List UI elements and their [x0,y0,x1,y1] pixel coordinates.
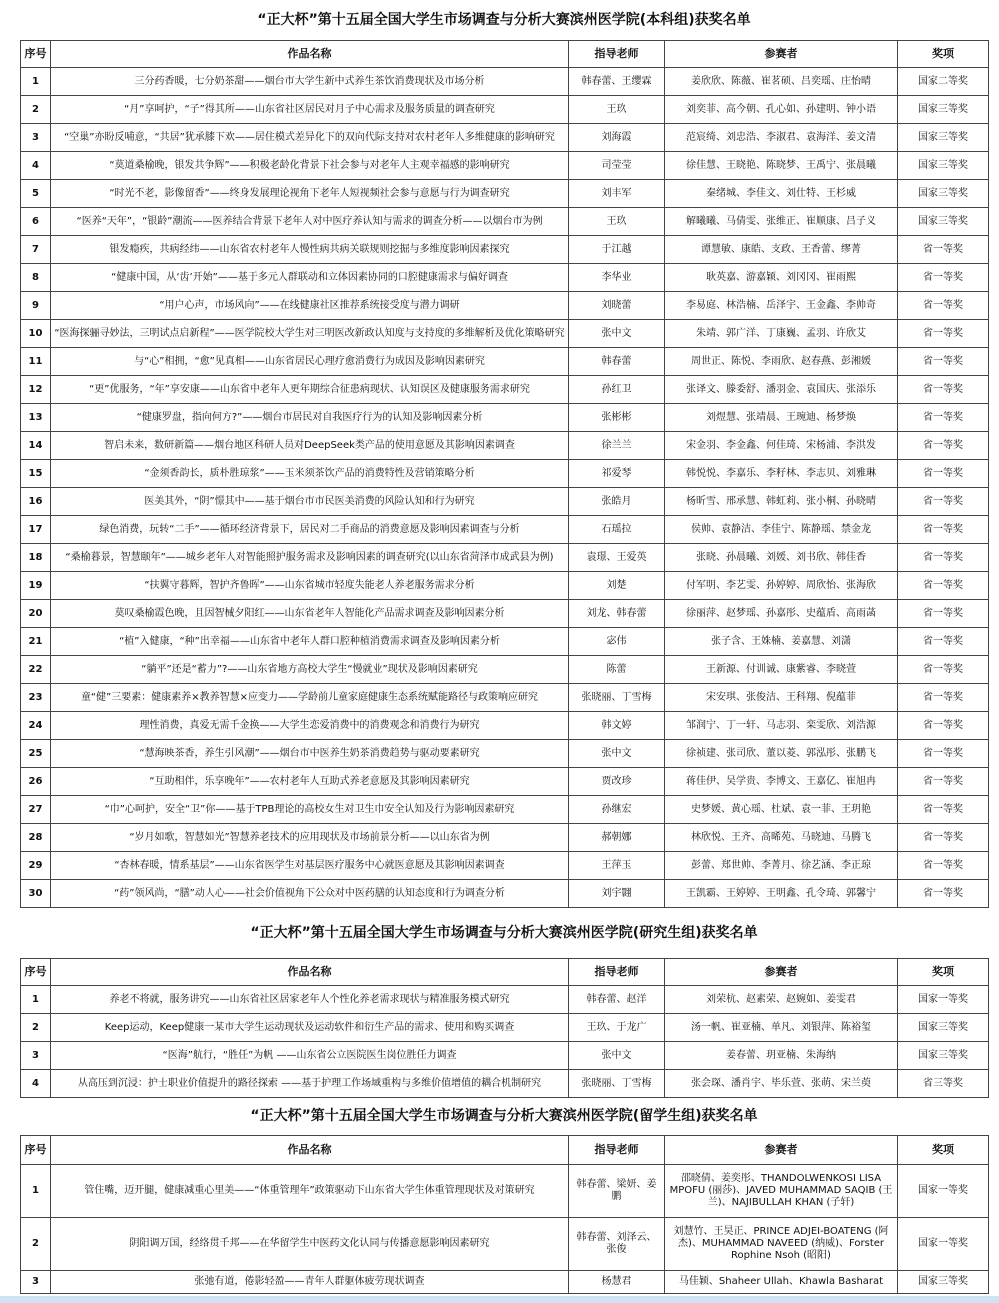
cell-award: 国家三等奖 [898,180,989,208]
table-row [21,68,989,96]
cell-no: 25 [21,740,51,768]
cell-award: 省一等奖 [898,348,989,376]
cell-no: 20 [21,600,51,628]
cell-award: 国家三等奖 [898,1014,989,1042]
table-row [21,880,989,908]
table-row [21,488,989,516]
cell-members: 姜欣欣、陈薇、崔茗硕、吕奕瑶、庄怡晴 [665,68,898,96]
header-award: 奖项 [898,1136,989,1165]
header-no: 序号 [21,959,51,986]
cell-members: 付军明、李艺雯、孙婷婷、周欣怡、张海欣 [665,572,898,600]
cell-teacher: 韩春蕾、王缨霖 [569,68,665,96]
cell-work: 银发瘾疾，共病经纬——山东省农村老年人慢性病共病关联规则挖掘与多维度影响因素探究 [51,236,569,264]
cell-teacher: 石瑶拉 [569,516,665,544]
header-members: 参赛者 [665,41,898,68]
cell-award: 省一等奖 [898,264,989,292]
cell-award: 国家三等奖 [898,96,989,124]
cell-teacher: 张中文 [569,320,665,348]
cell-no: 3 [21,124,51,152]
cell-members: 宋金羽、李金鑫、何佳琦、宋杨浦、李洪发 [665,432,898,460]
table-row [21,376,989,404]
cell-no: 2 [21,96,51,124]
cell-members: 张译文、滕委舒、潘羽金、袁国庆、张添乐 [665,376,898,404]
cell-work: “医海探骊寻妙法，三明试点启新程”——医学院校大学生对三明医改新政认知度与支持度的多维解析及优化策略研究 [51,320,569,348]
cell-members: 王新源、付训诚、康紫睿、李晓萱 [665,656,898,684]
cell-work: “扶翼守暮辉，智护齐鲁晖”——山东省城市轻度失能老人养老服务需求分析 [51,572,569,600]
cell-members: 徐祯建、张司欣、董以菱、郭泓彤、张鹏飞 [665,740,898,768]
cell-no: 4 [21,1070,51,1098]
cell-teacher: 王萍玉 [569,852,665,880]
cell-teacher: 刘丰军 [569,180,665,208]
table-row [21,544,989,572]
header-teacher: 指导老师 [569,41,665,68]
header-award: 奖项 [898,41,989,68]
table-row [21,516,989,544]
table-row [21,320,989,348]
graduate-section [20,918,988,1098]
cell-award: 省一等奖 [898,236,989,264]
header-work: 作品名称 [51,1136,569,1165]
cell-teacher: 司莹莹 [569,152,665,180]
table-row [21,264,989,292]
table-row [21,208,989,236]
cell-award: 省一等奖 [898,656,989,684]
cell-teacher: 韩春蕾、刘泽云、张俊 [569,1218,665,1271]
cell-no: 6 [21,208,51,236]
cell-members: 刘煜慧、张靖晨、王琬迪、杨梦焕 [665,404,898,432]
cell-teacher: 张中文 [569,1042,665,1070]
cell-members: 史梦媛、黄心瑶、杜斌、袁一菲、王玥艳 [665,796,898,824]
cell-award: 省一等奖 [898,572,989,600]
cell-no: 2 [21,1218,51,1271]
cell-no: 12 [21,376,51,404]
table-row [21,1070,989,1098]
undergraduate-table [20,40,989,908]
cell-work: “桑榆暮景，智慧颐年”——城乡老年人对智能照护服务需求及影响因素的调查研究(以山东省菏泽市成武县为例) [51,544,569,572]
cell-work: 智启未来，数研新篇——烟台地区科研人员对DeepSeek类产品的使用意愿及其影响因素调查 [51,432,569,460]
cell-work: 张弛有道，倦影轻盈——青年人群躯体疲劳现状调查 [51,1271,569,1294]
cell-no: 4 [21,152,51,180]
cell-teacher: 张彬彬 [569,404,665,432]
table-row [21,986,989,1014]
cell-award: 省一等奖 [898,292,989,320]
cell-teacher: 张皓月 [569,488,665,516]
table-row [21,404,989,432]
cell-work: 从高压到沉浸：护士职业价值提升的路径探索 ——基于护理工作场域重构与多维价值增值的耦合机制研究 [51,1070,569,1098]
table-row [21,628,989,656]
table-header-row [21,1136,989,1165]
table-row [21,684,989,712]
cell-no: 10 [21,320,51,348]
cell-teacher: 张中文 [569,740,665,768]
cell-work: 绿色消费，玩转“二手”——循环经济背景下，居民对二手商品的消费意愿及影响因素调查与分析 [51,516,569,544]
cell-no: 16 [21,488,51,516]
table-row [21,852,989,880]
cell-work: 三分药香暖，七分奶茶甜——烟台市大学生新中式养生茶饮消费现状及市场分析 [51,68,569,96]
cell-teacher: 刘龙、韩春蕾 [569,600,665,628]
cell-award: 省一等奖 [898,432,989,460]
cell-teacher: 宓伟 [569,628,665,656]
table-row [21,236,989,264]
table-row [21,1218,989,1271]
table-row [21,824,989,852]
cell-work: “月”享呵护，“子”得其所——山东省社区居民对月子中心需求及服务质量的调查研究 [51,96,569,124]
cell-no: 3 [21,1042,51,1070]
cell-members: 刘慧竹、王昊正、PRINCE ADJEI-BOATENG (阿杰)、MUHAMMAD NAVEED (纳威)、Forster Rophine Nsoh (昭阳) [665,1218,898,1271]
cell-no: 21 [21,628,51,656]
cell-work: “慧海映茶香，养生引风潮”——烟台市中医养生奶茶消费趋势与驱动要素研究 [51,740,569,768]
table-row [21,1014,989,1042]
cell-award: 省一等奖 [898,852,989,880]
cell-members: 耿英嘉、游嘉颖、刘冈冈、崔雨熙 [665,264,898,292]
cell-no: 27 [21,796,51,824]
header-work: 作品名称 [51,41,569,68]
international-table [20,1135,989,1294]
table-row [21,152,989,180]
table-row [21,740,989,768]
cell-teacher: 刘海霞 [569,124,665,152]
cell-members: 王凯霸、王婷婷、王明鑫、孔令琦、郭馨宁 [665,880,898,908]
header-teacher: 指导老师 [569,1136,665,1165]
cell-no: 30 [21,880,51,908]
cell-work: 与“心”相拥，“愈”见真相——山东省居民心理疗愈消费行为成因及影响因素研究 [51,348,569,376]
cell-award: 省一等奖 [898,740,989,768]
cell-members: 徐佳慧、王晓艳、陈晓梦、王禹宁、张晨曦 [665,152,898,180]
header-work: 作品名称 [51,959,569,986]
cell-no: 28 [21,824,51,852]
header-members: 参赛者 [665,959,898,986]
cell-teacher: 韩春蕾 [569,348,665,376]
cell-members: 邹润宁、丁一轩、马志羽、栾雯欣、刘浩源 [665,712,898,740]
table-row [21,348,989,376]
cell-no: 9 [21,292,51,320]
cell-work: 理性消费，真爱无需千金换——大学生恋爱消费中的消费观念和消费行为研究 [51,712,569,740]
table-row [21,572,989,600]
table-row [21,656,989,684]
cell-members: 张晓、孙晨曦、刘媛、刘书欣、韩佳香 [665,544,898,572]
cell-members: 秦绪城、李佳文、刘仕特、王杉威 [665,180,898,208]
cell-no: 23 [21,684,51,712]
cell-no: 18 [21,544,51,572]
cell-members: 张子含、王姝楠、姜嘉慧、刘潇 [665,628,898,656]
cell-members: 范宸绮、刘忠浩、李淑君、袁海洋、姜文清 [665,124,898,152]
cell-award: 省一等奖 [898,460,989,488]
cell-teacher: 刘宇翾 [569,880,665,908]
cell-work: “空巢”亦盼反哺意，“共居”犹承膝下欢——居住模式差异化下的双向代际支持对农村老年人多维健康的影响研究 [51,124,569,152]
table-row [21,180,989,208]
table-row [21,768,989,796]
header-teacher: 指导老师 [569,959,665,986]
cell-members: 邵晓倩、姜奕彤、THANDOLWENKOSI LISA MPOFU (丽莎)、JAVED MUHAMMAD SAQIB (王兰)、NAJIBULLAH KHAN (子轩) [665,1165,898,1218]
table-row [21,432,989,460]
cell-work: 莫叹桑榆霞色晚，且因智械夕阳红——山东省老年人智能化产品需求调查及影响因素分析 [51,600,569,628]
table-row [21,1271,989,1294]
cell-award: 省一等奖 [898,376,989,404]
cell-members: 李易庭、林浩楠、岳泽宇、王金鑫、李帅奇 [665,292,898,320]
cell-award: 国家三等奖 [898,1042,989,1070]
graduate-table [20,958,989,1098]
cell-work: “健康中国，从‘齿’开始”——基于多元人群联动和立体因素协同的口腔健康需求与偏好调查 [51,264,569,292]
cell-teacher: 王玖、于龙广 [569,1014,665,1042]
cell-no: 11 [21,348,51,376]
cell-award: 国家一等奖 [898,1218,989,1271]
table-row [21,292,989,320]
cell-no: 3 [21,1271,51,1294]
cell-work: “金须香韵长，质朴胜琼浆”——玉米须茶饮产品的消费特性及营销策略分析 [51,460,569,488]
cell-members: 张会琛、潘肖宇、毕乐萱、张萌、宋兰萸 [665,1070,898,1098]
cell-no: 14 [21,432,51,460]
cell-members: 汤一帆、崔亚楠、单凡、刘银萍、陈裕玺 [665,1014,898,1042]
cell-members: 周世正、陈悦、李雨欣、赵春燕、彭湘媛 [665,348,898,376]
cell-work: 阴阳调万国，经络贯千邦——在华留学生中医药文化认同与传播意愿影响因素研究 [51,1218,569,1271]
cell-teacher: 郝朝娜 [569,824,665,852]
cell-work: “医海”航行，“胜任”为帆 ——山东省公立医院医生岗位胜任力调查 [51,1042,569,1070]
cell-work: “更”优服务，“年”享安康——山东省中老年人更年期综合征患病现状、认知误区及健康服务需求研究 [51,376,569,404]
cell-award: 国家一等奖 [898,986,989,1014]
cell-work: “躺平”还是“蓄力”?——山东省地方高校大学生“慢就业”现状及影响因素研究 [51,656,569,684]
cell-award: 国家二等奖 [898,68,989,96]
cell-teacher: 贾改珍 [569,768,665,796]
cell-no: 1 [21,986,51,1014]
cell-teacher: 韩春蕾、赵洋 [569,986,665,1014]
cell-teacher: 张晓丽、丁雪梅 [569,684,665,712]
cell-no: 7 [21,236,51,264]
cell-teacher: 袁璟、王爱英 [569,544,665,572]
cell-work: 养老不将就，服务讲究——山东省社区居家老年人个性化养老需求现状与精准服务模式研究 [51,986,569,1014]
cell-teacher: 王玖 [569,96,665,124]
header-no: 序号 [21,41,51,68]
cell-no: 22 [21,656,51,684]
cell-no: 13 [21,404,51,432]
cell-award: 省一等奖 [898,628,989,656]
cell-award: 省一等奖 [898,320,989,348]
cell-work: “植”入健康，“种”出幸福——山东省中老年人群口腔种植消费需求调查及影响因素分析 [51,628,569,656]
table-row [21,96,989,124]
cell-award: 省一等奖 [898,516,989,544]
cell-no: 1 [21,68,51,96]
cell-members: 林欣悦、王齐、高晞苑、马晓迪、马腾飞 [665,824,898,852]
table-row [21,124,989,152]
cell-members: 侯帅、袁静洁、李佳宁、陈静瑶、禁金龙 [665,516,898,544]
header-no: 序号 [21,1136,51,1165]
cell-work: Keep运动，Keep健康一某市大学生运动现状及运动软件和衍生产品的需求、使用和购买调查 [51,1014,569,1042]
table-row [21,796,989,824]
cell-award: 省一等奖 [898,544,989,572]
table-row [21,1042,989,1070]
cell-no: 15 [21,460,51,488]
cell-teacher: 韩春蕾、梁妍、姜鹏 [569,1165,665,1218]
cell-teacher: 李华业 [569,264,665,292]
cell-work: 管住嘴，迈开腿，健康减重心里美——“体重管理年”政策驱动下山东省大学生体重管理现状及对策研究 [51,1165,569,1218]
table-row [21,460,989,488]
section-title: “正大杯”第十五届全国大学生市场调查与分析大赛滨州医学院(留学生组)获奖名单 [250,1108,758,1124]
cell-award: 国家三等奖 [898,1271,989,1294]
cell-work: “医养“天年”，“银龄”潮流——医养结合背景下老年人对中医疗养认知与需求的调查分析——以烟台市为例 [51,208,569,236]
section-title: “正大杯”第十五届全国大学生市场调查与分析大赛滨州医学院(研究生组)获奖名单 [250,925,758,941]
cell-no: 17 [21,516,51,544]
cell-work: 童“健”三要素：健康素养×教养智慧×应变力——学龄前儿童家庭健康生态系统赋能路径与政策响应研究 [51,684,569,712]
cell-members: 姜春蕾、玥亚楠、朱海纳 [665,1042,898,1070]
cell-award: 省一等奖 [898,684,989,712]
header-award: 奖项 [898,959,989,986]
cell-work: “巾”心呵护，安全“卫”你——基于TPB理论的高校女生对卫生巾安全认知及行为影响因素研究 [51,796,569,824]
cell-award: 省一等奖 [898,712,989,740]
cell-no: 8 [21,264,51,292]
cell-members: 刘奕菲、高今朝、孔心如、孙建明、钟小语 [665,96,898,124]
cell-work: “用户心声，市场风向”——在线健康社区推荐系统接受度与潜力调研 [51,292,569,320]
cell-teacher: 陈蕾 [569,656,665,684]
cell-teacher: 刘晓蕾 [569,292,665,320]
cell-no: 26 [21,768,51,796]
section-title: “正大杯”第十五届全国大学生市场调查与分析大赛滨州医学院(本科组)获奖名单 [257,12,751,28]
cell-members: 刘荣杭、赵素荣、赵婉如、姜雯君 [665,986,898,1014]
cell-teacher: 孙红卫 [569,376,665,404]
international-section [20,1095,988,1294]
cell-award: 省一等奖 [898,824,989,852]
cell-members: 宋安琪、张俊洁、王科翔、倪蕴菲 [665,684,898,712]
cell-work: 医美其外，“阴”憬其中——基于烟台市市民医美消费的风险认知和行为研究 [51,488,569,516]
undergraduate-section [20,0,988,908]
table-row [21,600,989,628]
table-row [21,1165,989,1218]
cell-teacher: 杨慧君 [569,1271,665,1294]
cell-work: “健康罗盘，指向何方?”——烟台市居民对自我医疗行为的认知及影响因素分析 [51,404,569,432]
cell-award: 省一等奖 [898,880,989,908]
cell-teacher: 张晓丽、丁雪梅 [569,1070,665,1098]
cell-award: 国家一等奖 [898,1165,989,1218]
cell-work: “杏林春暖，情系基层”——山东省医学生对基层医疗服务中心就医意愿及其影响因素调查 [51,852,569,880]
cell-members: 马佳颖、Shaheer Ullah、Khawla Basharat [665,1271,898,1294]
table-header-row [21,959,989,986]
cell-members: 彭蕾、郑世帅、李菁月、徐艺涵、李正琼 [665,852,898,880]
cell-members: 徐丽萍、赵梦瑶、孙嘉彤、史蕴盾、高雨菡 [665,600,898,628]
cell-members: 解曦曦、马倩雯、张维正、崔顺康、吕子义 [665,208,898,236]
cell-members: 杨昕雪、邢承慧、韩虹莉、张小桐、孙晓晴 [665,488,898,516]
cell-work: “互助相伴，乐享晚年”——农村老年人互助式养老意愿及其影响因素研究 [51,768,569,796]
cell-award: 国家三等奖 [898,152,989,180]
cell-award: 国家三等奖 [898,208,989,236]
cell-no: 1 [21,1165,51,1218]
cell-no: 19 [21,572,51,600]
cell-work: “岁月如歌，智慧如光”智慧养老技术的应用现状及市场前景分析——以山东省为例 [51,824,569,852]
cell-award: 省一等奖 [898,404,989,432]
cell-members: 朱靖、郭广洋、丁康巍、孟羽、许欣艾 [665,320,898,348]
header-members: 参赛者 [665,1136,898,1165]
table-row [21,712,989,740]
cell-award: 省三等奖 [898,1070,989,1098]
window-bottom-edge [0,1296,999,1303]
cell-award: 省一等奖 [898,796,989,824]
cell-teacher: 韩文婷 [569,712,665,740]
cell-award: 国家三等奖 [898,124,989,152]
cell-work: “时光不老，影像留香”——终身发展理论视角下老年人短视频社会参与意愿与行为调查研究 [51,180,569,208]
cell-work: “药”领风尚，“膳”动人心——社会价值视角下公众对中医药膳的认知态度和行为调查分析 [51,880,569,908]
cell-award: 省一等奖 [898,768,989,796]
cell-award: 省一等奖 [898,600,989,628]
cell-work: “莫道桑榆晚，银发共争辉”——积极老龄化背景下社会参与对老年人主观幸福感的影响研究 [51,152,569,180]
cell-members: 蒋佳伊、吴学贵、李博文、王嘉亿、崔旭冉 [665,768,898,796]
cell-no: 2 [21,1014,51,1042]
cell-no: 29 [21,852,51,880]
cell-teacher: 王玖 [569,208,665,236]
cell-teacher: 于江越 [569,236,665,264]
cell-teacher: 刘楚 [569,572,665,600]
cell-award: 省一等奖 [898,488,989,516]
cell-teacher: 徐兰兰 [569,432,665,460]
cell-teacher: 祁爱琴 [569,460,665,488]
cell-no: 5 [21,180,51,208]
cell-members: 韩悦悦、李嘉乐、李籽林、李志贝、刘雅琳 [665,460,898,488]
table-header-row [21,41,989,68]
cell-teacher: 孙继宏 [569,796,665,824]
cell-members: 谭慧敏、康皓、支政、王香蕾、缪菁 [665,236,898,264]
cell-no: 24 [21,712,51,740]
